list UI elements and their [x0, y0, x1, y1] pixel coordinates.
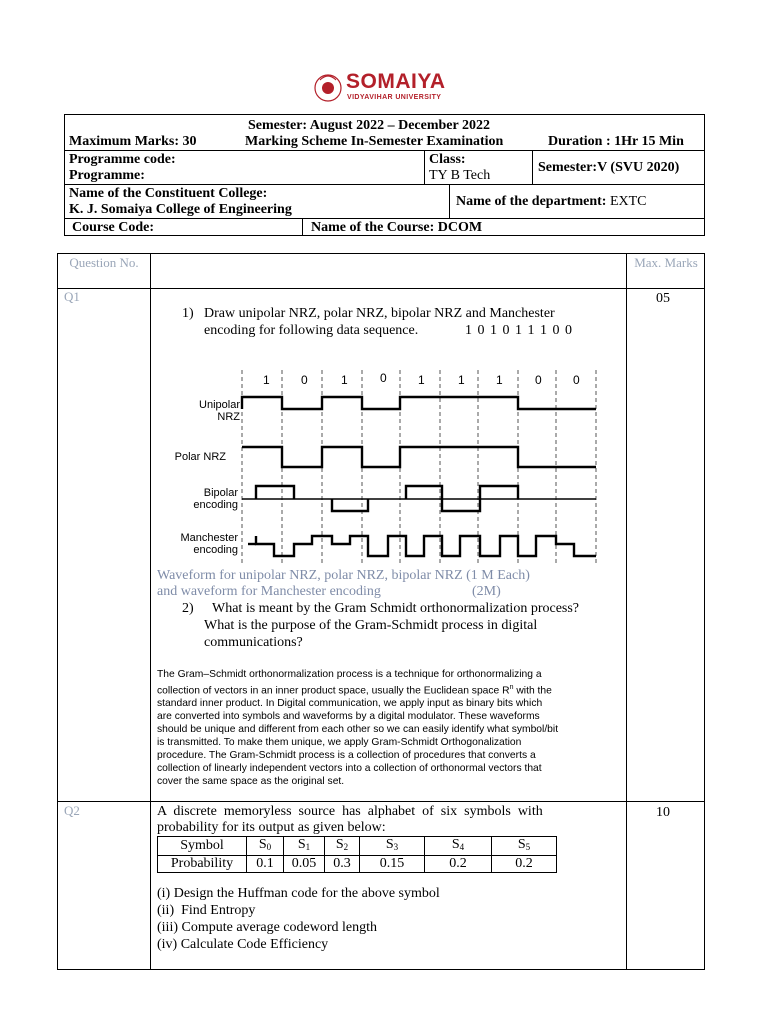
label-manchester: Manchester encoding — [180, 532, 238, 556]
symbol-cell: $S_5$ — [492, 837, 557, 856]
bit-label: 0 — [573, 373, 580, 387]
table-row — [158, 837, 557, 856]
q1-marks: 05 — [656, 291, 670, 306]
bit-label: 0 — [301, 373, 308, 387]
task-item: (i) Design the Huffman code for the above symbol — [157, 886, 440, 901]
label-bipolar: Bipolar encoding — [193, 487, 238, 511]
symbol-cell: $S_3$ — [360, 837, 425, 856]
bipolar-waveform — [242, 486, 596, 511]
q1-part1-line1: Draw unipolar NRZ, polar NRZ, bipolar NRZ and Manchester — [204, 306, 555, 321]
programme: Programme: — [69, 168, 145, 183]
task-item: (iv) Calculate Code Efficiency — [157, 937, 329, 952]
symbol-cell: $S_0$ — [247, 837, 284, 856]
semester-field: Semester:V (SVU 2020) — [538, 160, 680, 175]
symbol-cell: $S_4$ — [425, 837, 492, 856]
class-value: TY B Tech — [429, 168, 491, 183]
probability-cell: 0.3 — [325, 856, 360, 873]
waveform-caption-line1: Waveform for unipolar NRZ, polar NRZ, bipolar NRZ (1 M Each) — [157, 568, 530, 583]
brand-name: SOMAIYA — [346, 70, 446, 93]
polar-nrz-waveform — [242, 447, 596, 467]
programme-code: Programme code: — [69, 152, 176, 167]
unipolar-nrz-waveform — [242, 397, 596, 409]
probability-header: Probability — [158, 856, 247, 873]
q1-part2-line2: What is the purpose of the Gram-Schmidt process in digital — [204, 618, 538, 633]
question-number-q1: Q1 — [64, 289, 80, 304]
probability-cell: 0.2 — [492, 856, 557, 873]
probability-cell: 0.15 — [360, 856, 425, 873]
logo-emblem-icon — [315, 75, 341, 101]
probability-cell: 0.05 — [284, 856, 325, 873]
symbol-header: Symbol — [158, 837, 247, 856]
waveform-caption-marks: (2M) — [472, 584, 501, 599]
bit-label: 1 — [496, 373, 503, 387]
college-label: Name of the Constituent College: — [69, 186, 268, 201]
max-marks: Maximum Marks: 30 — [69, 134, 197, 149]
probability-cell: 0.2 — [425, 856, 492, 873]
data-sequence: 1 0 1 0 1 1 1 0 0 — [465, 323, 573, 338]
department-field: Name of the department: EXTC — [456, 194, 647, 209]
label-unipolar-nrz: Unipolar NRZ — [199, 399, 240, 423]
bit-label: 1 — [341, 373, 348, 387]
q1-part1-line2: encoding for following data sequence. — [204, 323, 419, 338]
column-header-question: Question No. — [69, 255, 139, 270]
probability-table — [157, 836, 557, 873]
q1-part2-number: 2) — [182, 601, 194, 616]
semester-period: Semester: August 2022 – December 2022 — [248, 118, 490, 133]
q1-part2-line1: What is meant by the Gram Schmidt orthonormalization process? — [212, 601, 580, 616]
bit-label: 0 — [535, 373, 542, 387]
class-label: Class: — [429, 152, 466, 167]
q1-part1-number: 1) — [182, 306, 194, 321]
q2-tasks — [157, 885, 440, 953]
label-polar-nrz: Polar NRZ — [174, 451, 226, 463]
waveform-caption-line2: and waveform for Manchester encoding — [157, 584, 381, 599]
question-number-q2: Q2 — [64, 803, 80, 818]
manchester-waveform — [248, 536, 596, 556]
bit-label: 0 — [380, 371, 387, 385]
duration: Duration : 1Hr 15 Min — [548, 134, 684, 149]
gram-schmidt-answer: The Gram–Schmidt orthonormalization process is a technique for orthonormalizing a collection of vectors in an inner product space, usually the Euclidean space $R^n$ with the standard inner product. In Digital communication, we apply input as binary bits which are converted into symbols and waveforms by a digital modulator. These waveforms should be unique and different from each other so we can easily identify what symbol/bit is transmitted. To make them unique, we apply Gram-Schmidt Orthogonalization procedure. The Gram-Schmidt process is a collection of procedures that converts a collection of linearly independent vectors into a collection of orthonormal vectors that cover the same space as the original set. — [157, 669, 559, 788]
course-code: Course Code: — [72, 220, 155, 235]
symbol-cell: $S_1$ — [284, 837, 325, 856]
q2-marks: 10 — [656, 805, 670, 820]
q1-part2-line3: communications? — [204, 635, 303, 650]
bit-label: 1 — [458, 373, 465, 387]
q2-intro-line2: probability for its output as given below: — [157, 820, 386, 835]
course-name: Name of the Course: DCOM — [311, 220, 483, 235]
college-name: K. J. Somaiya College of Engineering — [69, 202, 292, 217]
task-item: (ii) Find Entropy — [157, 903, 256, 918]
bit-label: 1 — [263, 373, 270, 387]
bit-label: 1 — [418, 373, 425, 387]
symbol-cell: $S_2$ — [325, 837, 360, 856]
exam-title: Marking Scheme In-Semester Examination — [245, 134, 504, 149]
q2-intro-line1: A discrete memoryless source has alphabet of six symbols with — [157, 804, 543, 819]
task-item: (iii) Compute average codeword length — [157, 920, 378, 935]
brand-subtitle: VIDYAVIHAR UNIVERSITY — [347, 94, 442, 101]
probability-cell: 0.1 — [247, 856, 284, 873]
table-row — [158, 856, 557, 873]
column-header-marks: Max. Marks — [634, 255, 698, 270]
